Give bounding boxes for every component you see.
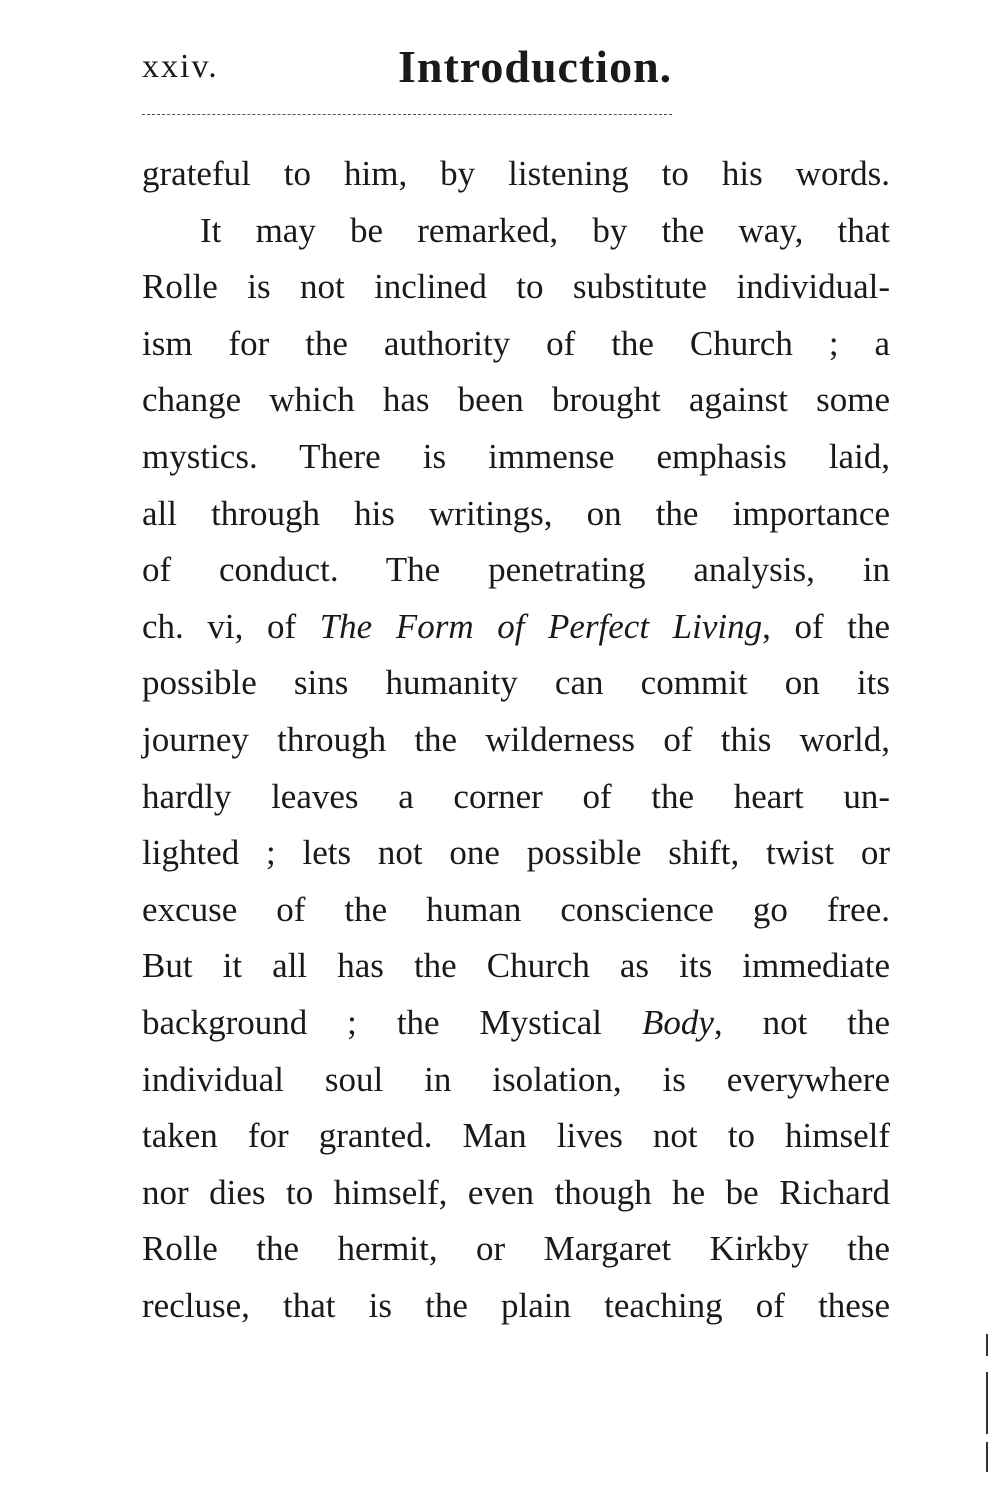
text-line: [142, 599, 890, 656]
italic-title: Body: [641, 1002, 714, 1042]
text-line: [142, 372, 890, 429]
page-edge-mark: [986, 1372, 988, 1434]
text-line: [142, 429, 890, 486]
text-line: [142, 203, 890, 260]
line-text: change which has been brought against some: [142, 380, 890, 420]
header-rule: [142, 114, 672, 115]
text-line: [142, 259, 890, 316]
text-line: [142, 655, 890, 712]
line-text: Rolle the hermit, or Margaret Kirkby the: [142, 1229, 890, 1269]
text-line: [142, 769, 890, 826]
body-text: [142, 146, 890, 1334]
line-text: But it all has the Church as its immediate: [142, 946, 890, 986]
line-text: It may be remarked, by the way, that: [200, 210, 890, 250]
line-text: hardly leaves a corner of the heart un-: [142, 776, 890, 816]
line-text: , not the: [713, 1002, 890, 1042]
line-text: recluse, that is the plain teaching of these: [142, 1285, 890, 1325]
italic-title: The Form of Perfect Living: [319, 606, 763, 646]
text-line: [142, 146, 890, 203]
line-text: background ; the Mystical: [142, 1002, 642, 1042]
text-line: [142, 938, 890, 995]
text-line: [142, 995, 890, 1052]
line-text: journey through the wilderness of this world,: [142, 719, 890, 759]
line-text: , of the: [762, 606, 890, 646]
text-line: [142, 542, 890, 599]
line-text: Rolle is not inclined to substitute individual-: [142, 267, 890, 307]
line-text: of conduct. The penetrating analysis, in: [142, 550, 890, 590]
line-text: all through his writings, on the importance: [142, 493, 890, 533]
text-line: [142, 882, 890, 939]
line-text: possible sins humanity can commit on its: [142, 663, 890, 703]
line-text: mystics. There is immense emphasis laid,: [142, 436, 890, 476]
line-text: lighted ; lets not one possible shift, twist or: [142, 833, 890, 873]
running-title: Introduction.: [398, 41, 673, 92]
page-edge-mark: [986, 1334, 988, 1356]
text-line: [142, 825, 890, 882]
line-text: taken for granted. Man lives not to himself: [142, 1116, 890, 1156]
line-text: grateful to him, by listening to his words.: [142, 154, 890, 193]
text-line: [142, 1052, 890, 1109]
line-text: ch. vi, of: [142, 606, 320, 646]
page-number: xxiv.: [142, 48, 219, 85]
text-line: [142, 1165, 890, 1222]
text-line: [142, 1278, 890, 1335]
line-text: ism for the authority of the Church ; a: [142, 323, 890, 363]
text-line: [142, 1221, 890, 1278]
text-line: [142, 316, 890, 373]
page-edge-mark: [986, 1442, 988, 1472]
text-line: [142, 1108, 890, 1165]
text-line: [142, 486, 890, 543]
text-line: [142, 712, 890, 769]
line-text: nor dies to himself, even though he be Richard: [142, 1172, 890, 1212]
line-text: excuse of the human conscience go free.: [142, 889, 890, 929]
line-text: individual soul in isolation, is everywhere: [142, 1059, 890, 1099]
